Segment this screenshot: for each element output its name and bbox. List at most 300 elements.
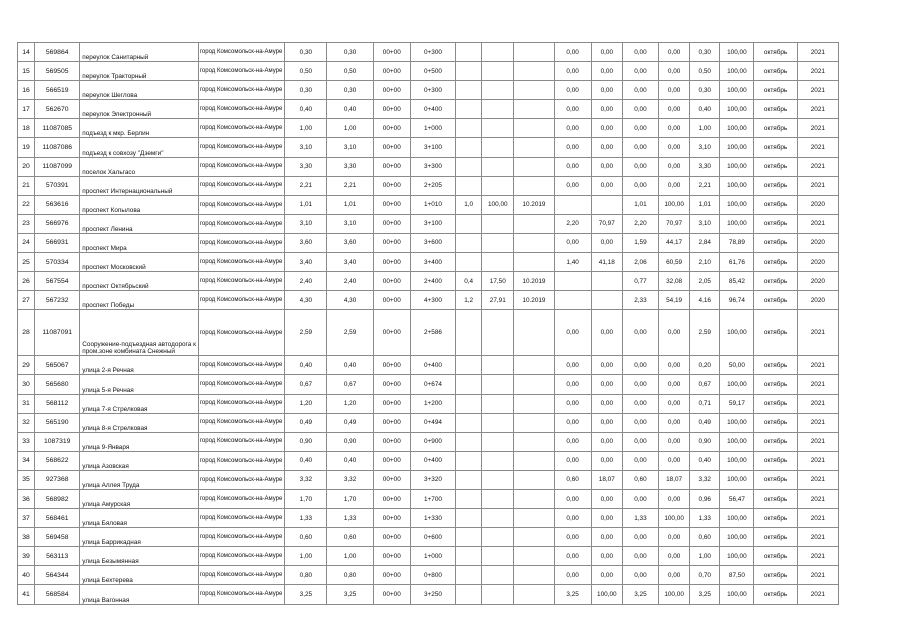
deadline-year: 2021: [797, 509, 838, 528]
deadline-year: 2021: [797, 413, 838, 432]
km-end: 2+205: [410, 176, 455, 195]
repaired-percent: 100,00: [482, 195, 514, 214]
length-local: 3,30: [327, 157, 373, 176]
repaired-length: 1,0: [456, 195, 482, 214]
road-name: подъезд к совхозу "Дземги": [80, 138, 199, 157]
table-body: [18, 43, 839, 605]
result-length: 1,01: [690, 195, 720, 214]
repair-date: [514, 394, 554, 413]
repaired-percent: [482, 375, 514, 394]
road-id: 565680: [35, 375, 80, 394]
road-city: город Комсомольск-на-Амуре: [198, 100, 284, 119]
deadline-month: октябрь: [754, 356, 797, 375]
row-number: 19: [18, 138, 35, 157]
normative-percent: 0,00: [591, 62, 622, 81]
km-end: 4+300: [410, 291, 455, 310]
row-number: 26: [18, 272, 35, 291]
length-local: 3,60: [327, 233, 373, 252]
road-id: 567232: [35, 291, 80, 310]
repaired-length: [456, 489, 482, 508]
result-length: 0,67: [690, 375, 720, 394]
repair-date: [514, 356, 554, 375]
result-percent: 61,76: [720, 253, 754, 272]
result-percent: 100,00: [720, 528, 754, 547]
repaired-percent: [482, 214, 514, 233]
road-name: переулок Тракторный: [80, 62, 199, 81]
deadline-month: октябрь: [754, 470, 797, 489]
length-total: 2,40: [285, 272, 327, 291]
plan-percent: 0,00: [659, 157, 690, 176]
normative-percent: 0,00: [591, 509, 622, 528]
deadline-year: 2021: [797, 528, 838, 547]
row-number: 37: [18, 509, 35, 528]
plan-length: 3,25: [622, 585, 658, 604]
road-id: 562670: [35, 100, 80, 119]
repaired-length: [456, 81, 482, 100]
normative-percent: 100,00: [591, 585, 622, 604]
deadline-month: октябрь: [754, 528, 797, 547]
repair-date: 10.2019: [514, 195, 554, 214]
result-percent: 100,00: [720, 413, 754, 432]
plan-length: 2,06: [622, 253, 658, 272]
repair-date: [514, 214, 554, 233]
km-end: 3+100: [410, 138, 455, 157]
deadline-month: октябрь: [754, 43, 797, 62]
road-name: улица 5-я Речная: [80, 375, 199, 394]
repair-date: [514, 100, 554, 119]
row-number: 24: [18, 233, 35, 252]
normative-percent: 0,00: [591, 375, 622, 394]
result-percent: 50,00: [720, 356, 754, 375]
repair-date: [514, 509, 554, 528]
plan-length: 0,00: [622, 432, 658, 451]
table-row: [18, 81, 839, 100]
km-start: 00+00: [373, 272, 410, 291]
road-city: город Комсомольск-на-Амуре: [198, 547, 284, 566]
normative-length: 0,00: [554, 394, 591, 413]
repaired-length: [456, 356, 482, 375]
repaired-percent: [482, 176, 514, 195]
row-number: 32: [18, 413, 35, 432]
result-percent: 100,00: [720, 138, 754, 157]
result-length: 3,10: [690, 214, 720, 233]
road-city: город Комсомольск-на-Амуре: [198, 528, 284, 547]
length-total: 4,30: [285, 291, 327, 310]
repaired-length: [456, 509, 482, 528]
deadline-year: 2021: [797, 547, 838, 566]
normative-length: 0,00: [554, 566, 591, 585]
length-total: 3,30: [285, 157, 327, 176]
length-local: 1,00: [327, 119, 373, 138]
row-number: 18: [18, 119, 35, 138]
normative-length: 1,40: [554, 253, 591, 272]
km-end: 1+010: [410, 195, 455, 214]
repaired-percent: [482, 233, 514, 252]
result-length: 1,00: [690, 119, 720, 138]
plan-percent: 0,00: [659, 413, 690, 432]
road-id: 568584: [35, 585, 80, 604]
plan-percent: 54,19: [659, 291, 690, 310]
repaired-length: [456, 119, 482, 138]
repair-date: [514, 253, 554, 272]
deadline-month: октябрь: [754, 100, 797, 119]
length-local: 0,50: [327, 62, 373, 81]
result-length: 0,30: [690, 43, 720, 62]
table-row: [18, 100, 839, 119]
plan-percent: 0,00: [659, 310, 690, 356]
normative-length: [554, 272, 591, 291]
normative-length: 0,00: [554, 157, 591, 176]
deadline-year: 2021: [797, 356, 838, 375]
road-city: город Комсомольск-на-Амуре: [198, 138, 284, 157]
deadline-month: октябрь: [754, 195, 797, 214]
km-start: 00+00: [373, 62, 410, 81]
length-local: 2,21: [327, 176, 373, 195]
deadline-month: октябрь: [754, 138, 797, 157]
length-local: 0,49: [327, 413, 373, 432]
road-name: проспект Московский: [80, 253, 199, 272]
deadline-year: 2021: [797, 585, 838, 604]
repaired-percent: [482, 81, 514, 100]
table-row: [18, 470, 839, 489]
row-number: 40: [18, 566, 35, 585]
repaired-length: [456, 233, 482, 252]
plan-percent: 0,00: [659, 547, 690, 566]
length-local: 0,40: [327, 356, 373, 375]
repaired-length: [456, 566, 482, 585]
row-number: 31: [18, 394, 35, 413]
result-percent: 100,00: [720, 157, 754, 176]
normative-percent: [591, 195, 622, 214]
deadline-month: октябрь: [754, 214, 797, 233]
road-city: город Комсомольск-на-Амуре: [198, 509, 284, 528]
km-start: 00+00: [373, 214, 410, 233]
road-city: город Комсомольск-на-Амуре: [198, 470, 284, 489]
normative-percent: 18,07: [591, 470, 622, 489]
plan-percent: 0,00: [659, 138, 690, 157]
plan-percent: 100,00: [659, 509, 690, 528]
road-name: улица Безымянная: [80, 547, 199, 566]
road-name: проспект Победы: [80, 291, 199, 310]
road-name: поселок Хальгасо: [80, 157, 199, 176]
plan-percent: 0,00: [659, 432, 690, 451]
repaired-percent: [482, 138, 514, 157]
plan-length: 0,60: [622, 470, 658, 489]
length-local: 0,67: [327, 375, 373, 394]
deadline-year: 2020: [797, 233, 838, 252]
deadline-month: октябрь: [754, 547, 797, 566]
row-number: 20: [18, 157, 35, 176]
repaired-length: [456, 375, 482, 394]
repaired-percent: [482, 585, 514, 604]
road-city: город Комсомольск-на-Амуре: [198, 81, 284, 100]
result-percent: 100,00: [720, 176, 754, 195]
km-start: 00+00: [373, 413, 410, 432]
normative-percent: 0,00: [591, 119, 622, 138]
length-local: 2,59: [327, 310, 373, 356]
length-local: 1,01: [327, 195, 373, 214]
normative-length: 0,00: [554, 489, 591, 508]
normative-percent: 0,00: [591, 356, 622, 375]
plan-percent: 0,00: [659, 356, 690, 375]
result-percent: 87,50: [720, 566, 754, 585]
length-total: 1,00: [285, 547, 327, 566]
road-id: 564344: [35, 566, 80, 585]
row-number: 22: [18, 195, 35, 214]
length-local: 1,20: [327, 394, 373, 413]
repair-date: [514, 375, 554, 394]
normative-percent: 0,00: [591, 566, 622, 585]
length-total: 2,21: [285, 176, 327, 195]
repair-date: [514, 176, 554, 195]
road-city: город Комсомольск-на-Амуре: [198, 375, 284, 394]
deadline-year: 2020: [797, 272, 838, 291]
result-percent: 100,00: [720, 81, 754, 100]
road-id: 11087086: [35, 138, 80, 157]
repair-date: [514, 43, 554, 62]
length-local: 0,90: [327, 432, 373, 451]
km-end: 0+600: [410, 528, 455, 547]
repaired-length: [456, 157, 482, 176]
normative-length: 0,00: [554, 432, 591, 451]
length-total: 3,10: [285, 138, 327, 157]
result-percent: 100,00: [720, 432, 754, 451]
repair-date: [514, 413, 554, 432]
length-local: 3,10: [327, 138, 373, 157]
table-row: [18, 176, 839, 195]
deadline-month: октябрь: [754, 157, 797, 176]
plan-percent: 0,00: [659, 489, 690, 508]
length-total: 0,50: [285, 62, 327, 81]
result-length: 3,32: [690, 470, 720, 489]
repaired-length: [456, 176, 482, 195]
road-city: город Комсомольск-на-Амуре: [198, 566, 284, 585]
road-id: 563113: [35, 547, 80, 566]
table-row: [18, 489, 839, 508]
deadline-year: 2021: [797, 451, 838, 470]
deadline-month: октябрь: [754, 432, 797, 451]
row-number: 27: [18, 291, 35, 310]
normative-percent: 0,00: [591, 176, 622, 195]
plan-length: 0,00: [622, 528, 658, 547]
repair-date: 10.2019: [514, 291, 554, 310]
road-city: город Комсомольск-на-Амуре: [198, 157, 284, 176]
plan-length: 0,00: [622, 451, 658, 470]
km-start: 00+00: [373, 489, 410, 508]
repaired-percent: [482, 157, 514, 176]
road-city: город Комсомольск-на-Амуре: [198, 195, 284, 214]
table-row: [18, 451, 839, 470]
result-length: 0,40: [690, 451, 720, 470]
row-number: 29: [18, 356, 35, 375]
road-id: 569458: [35, 528, 80, 547]
road-name: подъезд к мкр. Берлин: [80, 119, 199, 138]
km-end: 1+700: [410, 489, 455, 508]
plan-length: 0,00: [622, 375, 658, 394]
road-name: улица 9-Января: [80, 432, 199, 451]
deadline-year: 2021: [797, 394, 838, 413]
length-local: 3,40: [327, 253, 373, 272]
plan-length: 0,00: [622, 566, 658, 585]
road-name: переулок Электронный: [80, 100, 199, 119]
km-start: 00+00: [373, 566, 410, 585]
result-length: 0,70: [690, 566, 720, 585]
road-city: город Комсомольск-на-Амуре: [198, 253, 284, 272]
plan-percent: 0,00: [659, 375, 690, 394]
km-end: 0+900: [410, 432, 455, 451]
repaired-percent: [482, 547, 514, 566]
normative-percent: [591, 272, 622, 291]
km-end: 2+586: [410, 310, 455, 356]
length-total: 0,40: [285, 356, 327, 375]
normative-length: 0,00: [554, 509, 591, 528]
normative-length: 0,60: [554, 470, 591, 489]
length-local: 3,25: [327, 585, 373, 604]
repair-date: [514, 528, 554, 547]
length-total: 1,70: [285, 489, 327, 508]
table-row: [18, 547, 839, 566]
km-end: 1+330: [410, 509, 455, 528]
road-id: 565190: [35, 413, 80, 432]
road-id: 11087091: [35, 310, 80, 356]
repaired-percent: [482, 310, 514, 356]
km-start: 00+00: [373, 470, 410, 489]
road-id: 567554: [35, 272, 80, 291]
km-end: 2+400: [410, 272, 455, 291]
normative-length: 0,00: [554, 81, 591, 100]
length-total: 0,80: [285, 566, 327, 585]
row-number: 28: [18, 310, 35, 356]
length-total: 0,49: [285, 413, 327, 432]
repaired-length: [456, 413, 482, 432]
repair-date: [514, 310, 554, 356]
km-end: 0+674: [410, 375, 455, 394]
repair-date: [514, 62, 554, 81]
normative-percent: 0,00: [591, 451, 622, 470]
repaired-length: [456, 470, 482, 489]
km-end: 3+400: [410, 253, 455, 272]
row-number: 14: [18, 43, 35, 62]
repair-date: [514, 233, 554, 252]
repaired-percent: [482, 528, 514, 547]
normative-length: 0,00: [554, 233, 591, 252]
normative-length: 0,00: [554, 528, 591, 547]
deadline-month: октябрь: [754, 375, 797, 394]
repair-date: [514, 489, 554, 508]
road-name: проспект Интернациональный: [80, 176, 199, 195]
repaired-length: [456, 451, 482, 470]
road-city: город Комсомольск-на-Амуре: [198, 310, 284, 356]
result-percent: 100,00: [720, 451, 754, 470]
result-length: 2,21: [690, 176, 720, 195]
repaired-percent: [482, 470, 514, 489]
result-percent: 100,00: [720, 119, 754, 138]
row-number: 25: [18, 253, 35, 272]
repaired-length: [456, 253, 482, 272]
km-end: 0+400: [410, 100, 455, 119]
length-total: 1,20: [285, 394, 327, 413]
length-local: 0,40: [327, 100, 373, 119]
plan-percent: 18,07: [659, 470, 690, 489]
repaired-percent: [482, 413, 514, 432]
length-local: 0,30: [327, 43, 373, 62]
result-length: 2,05: [690, 272, 720, 291]
km-start: 00+00: [373, 375, 410, 394]
normative-length: 0,00: [554, 413, 591, 432]
deadline-year: 2021: [797, 138, 838, 157]
deadline-year: 2021: [797, 176, 838, 195]
km-start: 00+00: [373, 291, 410, 310]
plan-length: 0,00: [622, 138, 658, 157]
km-start: 00+00: [373, 195, 410, 214]
deadline-year: 2021: [797, 81, 838, 100]
plan-length: 0,77: [622, 272, 658, 291]
repaired-percent: [482, 509, 514, 528]
km-end: 0+400: [410, 451, 455, 470]
normative-length: [554, 291, 591, 310]
result-length: 0,49: [690, 413, 720, 432]
table-row: [18, 233, 839, 252]
repaired-percent: [482, 566, 514, 585]
length-total: 3,60: [285, 233, 327, 252]
km-start: 00+00: [373, 176, 410, 195]
road-city: город Комсомольск-на-Амуре: [198, 394, 284, 413]
km-start: 00+00: [373, 100, 410, 119]
road-name: проспект Копылова: [80, 195, 199, 214]
normative-length: 0,00: [554, 43, 591, 62]
road-city: город Комсомольск-на-Амуре: [198, 214, 284, 233]
deadline-month: октябрь: [754, 413, 797, 432]
plan-percent: 100,00: [659, 195, 690, 214]
table-row: [18, 195, 839, 214]
normative-percent: 41,18: [591, 253, 622, 272]
deadline-month: октябрь: [754, 310, 797, 356]
plan-percent: 0,00: [659, 119, 690, 138]
plan-length: 0,00: [622, 176, 658, 195]
normative-percent: 0,00: [591, 489, 622, 508]
repair-date: [514, 138, 554, 157]
length-total: 3,40: [285, 253, 327, 272]
km-start: 00+00: [373, 356, 410, 375]
deadline-year: 2020: [797, 291, 838, 310]
deadline-month: октябрь: [754, 253, 797, 272]
km-end: 0+300: [410, 43, 455, 62]
deadline-month: октябрь: [754, 585, 797, 604]
result-length: 0,60: [690, 528, 720, 547]
result-length: 0,20: [690, 356, 720, 375]
deadline-month: октябрь: [754, 509, 797, 528]
repair-date: [514, 470, 554, 489]
deadline-year: 2021: [797, 100, 838, 119]
road-id: 569505: [35, 62, 80, 81]
plan-length: 2,33: [622, 291, 658, 310]
result-percent: 100,00: [720, 585, 754, 604]
road-name: проспект Ленина: [80, 214, 199, 233]
road-city: город Комсомольск-на-Амуре: [198, 585, 284, 604]
normative-percent: 70,97: [591, 214, 622, 233]
km-end: 1+000: [410, 547, 455, 566]
result-length: 0,71: [690, 394, 720, 413]
km-end: 1+200: [410, 394, 455, 413]
repaired-percent: [482, 43, 514, 62]
repaired-length: [456, 43, 482, 62]
row-number: 39: [18, 547, 35, 566]
result-length: 0,96: [690, 489, 720, 508]
road-name: улица Бяловая: [80, 509, 199, 528]
road-name: проспект Мира: [80, 233, 199, 252]
result-percent: 100,00: [720, 470, 754, 489]
km-start: 00+00: [373, 157, 410, 176]
